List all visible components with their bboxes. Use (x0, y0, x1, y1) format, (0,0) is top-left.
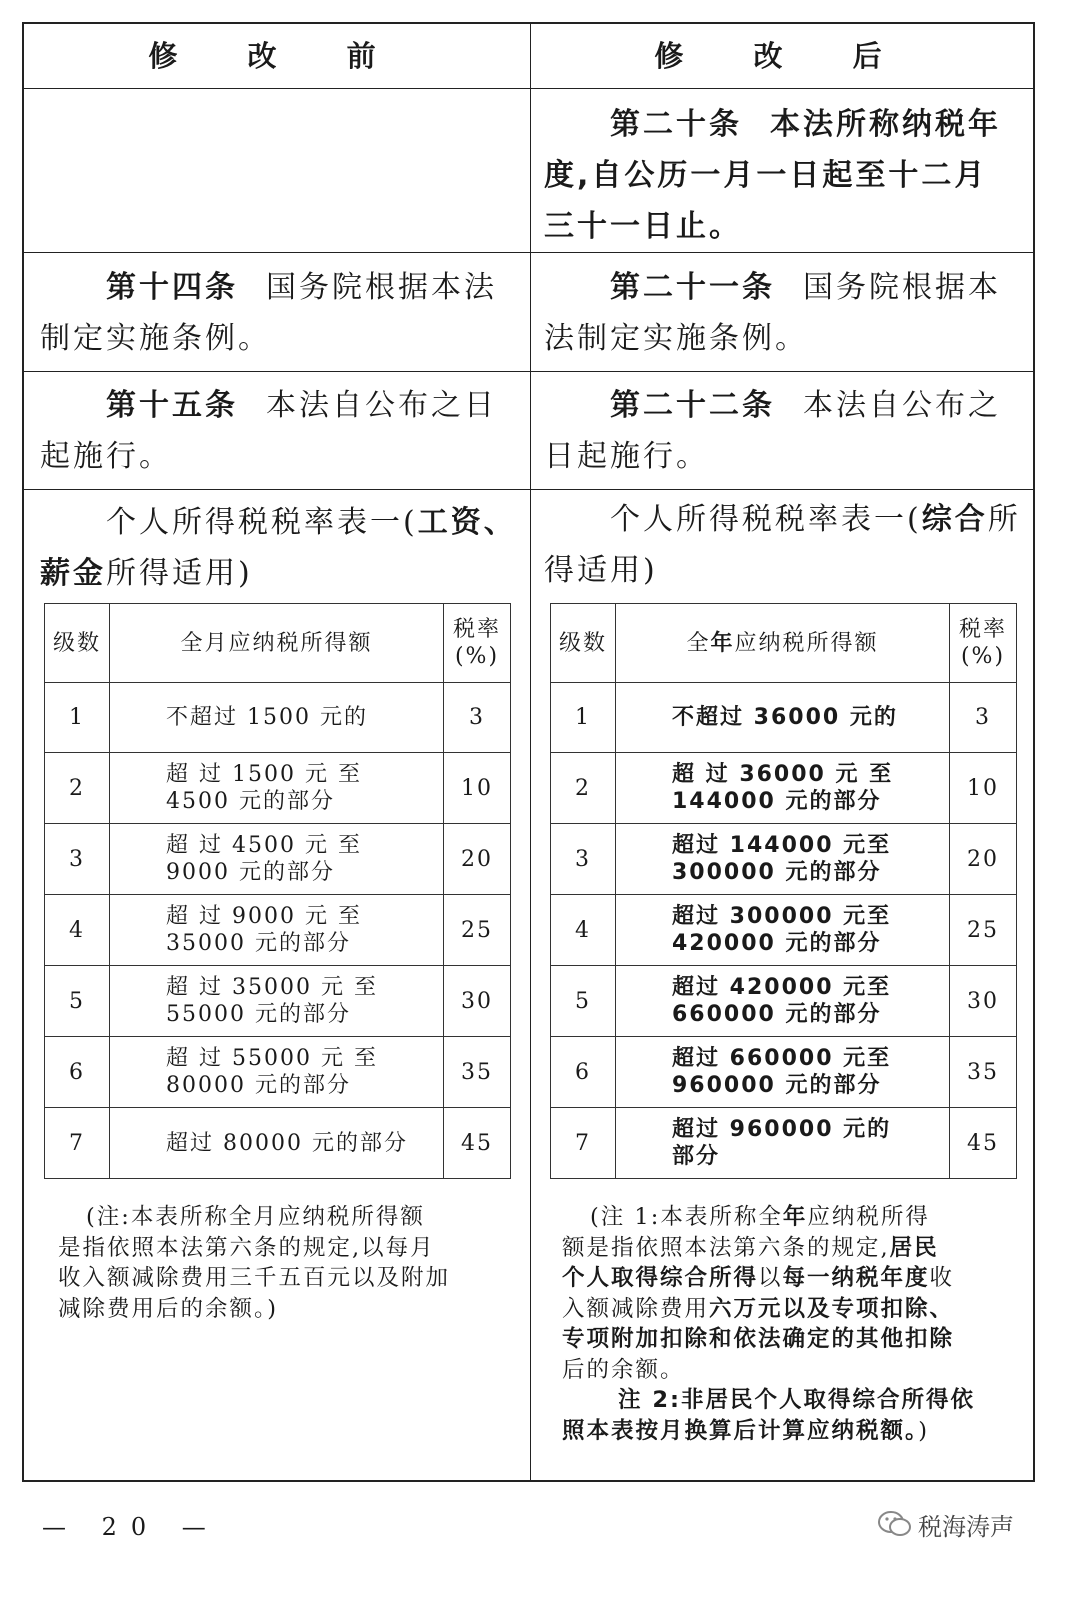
row-divider (24, 371, 1033, 372)
note-after (562, 1202, 1032, 1446)
rate-cell: 30 (444, 966, 511, 1037)
rate-cell: 45 (950, 1108, 1017, 1179)
title-text: 个人所得税税率表一( (610, 502, 922, 537)
rate-cell: 3 (950, 683, 1017, 753)
level-cell: 7 (45, 1108, 110, 1179)
rate-table-title-before (40, 497, 525, 599)
note-text: 以 (758, 1265, 783, 1291)
article-text: 本法自公布之 (803, 388, 1001, 423)
amount-text: 300000 元的部分 (672, 860, 882, 885)
level-cell: 5 (45, 966, 110, 1037)
amount-text: 35000 元的部分 (166, 931, 351, 956)
article-number: 第二十条 (610, 107, 742, 142)
note-line (562, 1416, 1032, 1447)
amount-text: 4500 元的部分 (166, 789, 335, 814)
note-text: 非居民个人取得综合所得依 (681, 1387, 976, 1413)
title-text: 所得适用) (106, 556, 253, 591)
level-cell: 6 (45, 1037, 110, 1108)
article-15-before (40, 380, 520, 482)
amount-cell (616, 1108, 950, 1179)
rate-cell: 35 (950, 1037, 1017, 1108)
article-text: 制定实施条例。 (40, 321, 271, 356)
amount-cell (616, 1037, 950, 1108)
amount-text: 960000 元的部分 (672, 1073, 882, 1098)
level-cell: 3 (45, 824, 110, 895)
note-line: 后的余额。 (562, 1356, 685, 1383)
note-text: 注 2: (618, 1387, 681, 1413)
article-14-before (40, 262, 520, 364)
note-text: 收 (929, 1265, 955, 1291)
amount-cell (616, 966, 950, 1037)
header-cell (616, 604, 950, 683)
amount-cell (616, 895, 950, 966)
rate-table-after (550, 603, 1017, 1179)
article-22-after (544, 380, 1029, 482)
watermark-text: 税海涛声 (918, 1513, 1014, 1541)
rate-cell: 45 (444, 1108, 511, 1179)
rate-cell: 20 (950, 824, 1017, 895)
header-before: 修 改 前 (148, 39, 406, 73)
amount-text: 420000 元的部分 (672, 931, 882, 956)
amount-cell (110, 895, 444, 966)
note-line: 收入额减除费用三千五百元以及附加 (58, 1265, 451, 1291)
note-text: 个人取得综合所得 (562, 1265, 759, 1291)
note-before (58, 1202, 508, 1324)
article-text: 本法所称纳税年 (770, 107, 1001, 142)
note-line (562, 1202, 1032, 1233)
article-21-after (544, 262, 1029, 364)
article-number: 第十五条 (106, 388, 238, 423)
row-divider (24, 88, 1033, 89)
amount-text: 9000 元的部分 (166, 860, 335, 885)
amount-text: 超过 660000 元至 (672, 1046, 892, 1071)
amount-text: 660000 元的部分 (672, 1002, 882, 1027)
header-text: (%) (454, 644, 500, 669)
amount-cell: 超过 80000 元的部分 (110, 1108, 444, 1179)
note-text: 每一纳税年度 (782, 1265, 930, 1291)
amount-text: 超过 420000 元至 (672, 975, 892, 1000)
article-text: 国务院根据本 (803, 270, 1001, 305)
note-text: 入额减除费用 (562, 1295, 710, 1322)
header-cell (444, 604, 511, 683)
header-text: 税率 (452, 617, 501, 642)
amount-text: 超过 144000 元至 (672, 833, 892, 858)
header-text: 年 (710, 630, 735, 656)
header-cell (950, 604, 1017, 683)
amount-cell (110, 966, 444, 1037)
article-number: 第二十一条 (610, 270, 775, 305)
header-cell: 级数 (45, 604, 110, 683)
rate-cell: 20 (444, 824, 511, 895)
title-text: 个人所得税税率表一( (106, 505, 418, 540)
note-line (562, 1263, 1032, 1294)
wechat-icon (876, 1509, 914, 1539)
title-text: 薪金 (40, 556, 106, 591)
rate-cell: 30 (950, 966, 1017, 1037)
article-text: 三十一日止。 (544, 209, 742, 244)
article-text: 国务院根据本法 (266, 270, 497, 305)
rate-table-before (44, 603, 511, 1179)
column-divider (530, 24, 531, 1480)
note-text: ) (918, 1417, 930, 1444)
level-cell: 5 (551, 966, 616, 1037)
rate-cell: 10 (950, 753, 1017, 824)
title-text: 所 (987, 502, 1021, 537)
header-text: 全 (686, 630, 711, 656)
row-divider (24, 489, 1033, 490)
amount-text: 144000 元的部分 (672, 789, 882, 814)
note-line: 专项附加扣除和依法确定的其他扣除 (562, 1326, 955, 1352)
article-text: 度,自公历一月一日起至十二月 (544, 158, 988, 193)
amount-text: 超 过 1500 元 至 (166, 762, 362, 787)
article-number: 第二十二条 (610, 388, 775, 423)
amount-cell (616, 753, 950, 824)
level-cell: 1 (45, 683, 110, 753)
rate-cell: 25 (950, 895, 1017, 966)
rate-table-title-after (544, 494, 1029, 596)
amount-cell: 不超过 36000 元的 (616, 683, 950, 753)
title-text: 得适用) (544, 553, 658, 588)
note-line: (注:本表所称全月应纳税所得额 (86, 1204, 425, 1230)
level-cell: 1 (551, 683, 616, 753)
amount-text: 80000 元的部分 (166, 1073, 351, 1098)
amount-text: 超过 300000 元至 (672, 904, 892, 929)
amount-cell (110, 753, 444, 824)
row-divider (24, 252, 1033, 253)
level-cell: 7 (551, 1108, 616, 1179)
note-line: 减除费用后的余额。) (58, 1295, 279, 1322)
amount-cell: 不超过 1500 元的 (110, 683, 444, 753)
rate-cell: 35 (444, 1037, 511, 1108)
note-line (562, 1385, 1032, 1416)
level-cell: 2 (551, 753, 616, 824)
title-text: 工资、 (417, 505, 517, 540)
note-text: (注 1:本表所称全 (590, 1204, 783, 1230)
article-text: 日起施行。 (544, 439, 709, 474)
level-cell: 4 (551, 895, 616, 966)
article-text: 本法自公布之日 (266, 388, 497, 423)
amount-text: 超 过 55000 元 至 (166, 1046, 378, 1071)
note-text: 应纳税所得 (807, 1204, 930, 1230)
amount-text: 部分 (672, 1144, 721, 1169)
amount-text: 超 过 35000 元 至 (166, 975, 378, 1000)
rate-cell: 3 (444, 683, 511, 753)
rate-cell: 10 (444, 753, 511, 824)
amount-text: 超过 960000 元的 (672, 1117, 892, 1142)
rate-cell: 25 (444, 895, 511, 966)
article-20 (544, 99, 1029, 252)
header-cell: 级数 (551, 604, 616, 683)
note-line (562, 1294, 1032, 1325)
comparison-table (22, 22, 1035, 1482)
header-text: 应纳税所得额 (734, 630, 879, 656)
article-number: 第十四条 (106, 270, 238, 305)
level-cell: 6 (551, 1037, 616, 1108)
note-text: 六万元以及专项扣除、 (709, 1295, 955, 1322)
amount-text: 55000 元的部分 (166, 1002, 351, 1027)
amount-text: 超 过 36000 元 至 (672, 762, 894, 787)
level-cell: 3 (551, 824, 616, 895)
amount-cell (616, 824, 950, 895)
amount-text: 超 过 9000 元 至 (166, 904, 362, 929)
header-cell: 全月应纳税所得额 (110, 604, 444, 683)
amount-cell (110, 1037, 444, 1108)
header-text: 税率 (958, 617, 1007, 642)
header-after: 修 改 后 (654, 39, 912, 73)
note-text: 居民 (889, 1234, 939, 1261)
page-number: — 20 — (42, 1513, 220, 1541)
note-text: 额是指依照本法第六条的规定, (562, 1234, 890, 1261)
amount-text: 超 过 4500 元 至 (166, 833, 362, 858)
note-line (562, 1233, 1032, 1264)
note-text: 照本表按月换算后计算应纳税额。 (562, 1417, 919, 1444)
article-text: 法制定实施条例。 (544, 321, 808, 356)
amount-cell (110, 824, 444, 895)
article-text: 起施行。 (40, 439, 172, 474)
note-line: 是指依照本法第六条的规定,以每月 (58, 1234, 435, 1261)
note-text: 年 (782, 1204, 808, 1230)
header-text: (%) (960, 644, 1006, 669)
title-text: 综合 (921, 502, 988, 537)
level-cell: 4 (45, 895, 110, 966)
level-cell: 2 (45, 753, 110, 824)
